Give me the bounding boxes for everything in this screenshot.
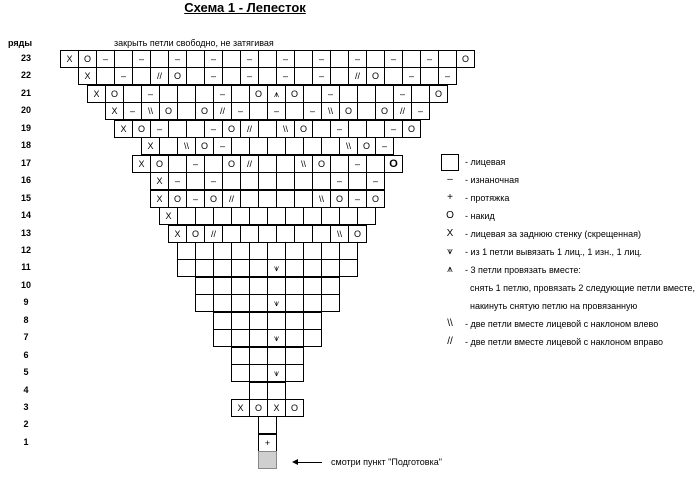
chart-cell — [330, 50, 349, 68]
chart-cell — [285, 207, 304, 225]
chart-cell — [213, 329, 232, 347]
chart-cell — [150, 50, 169, 68]
chart-cell — [294, 172, 313, 190]
row-number: 7 — [23, 332, 29, 343]
legend-text: снять 1 петлю, провязать 2 следующие петли вместе, — [470, 283, 696, 293]
row-number: 6 — [23, 349, 29, 360]
chart-cell: O — [285, 85, 304, 103]
chart-cell — [231, 364, 250, 382]
row-number: 14 — [20, 210, 31, 221]
chart-cell — [285, 312, 304, 330]
chart-cell — [195, 207, 214, 225]
chart-cell — [258, 50, 277, 68]
chart-cell: O — [195, 137, 214, 155]
chart-cell: X — [141, 137, 160, 155]
row-number: 12 — [20, 244, 31, 255]
chart-cell — [321, 207, 340, 225]
chart-cell: O — [222, 155, 241, 173]
chart-cell: – — [312, 50, 331, 68]
chart-cell — [249, 102, 268, 120]
chart-cell — [249, 329, 268, 347]
chart-cell — [222, 172, 241, 190]
row-number: 4 — [23, 384, 29, 395]
chart-cell: – — [402, 67, 421, 85]
chart-cell: O — [249, 85, 268, 103]
chart-cell: – — [267, 102, 286, 120]
chart-cell: \\ — [177, 137, 196, 155]
row-number: 13 — [20, 227, 31, 238]
chart-cell — [303, 277, 322, 295]
chart-cell: – — [168, 172, 187, 190]
arrow-line — [296, 462, 322, 463]
chart-cell: – — [330, 172, 349, 190]
chart-cell — [267, 312, 286, 330]
chart-cell: ⩛ — [267, 294, 286, 312]
row-number: 23 — [20, 53, 31, 63]
chart-cell — [258, 155, 277, 173]
chart-cell — [258, 67, 277, 85]
chart-cell: O — [105, 85, 124, 103]
chart-cell: // — [240, 120, 259, 138]
chart-cell — [321, 137, 340, 155]
chart-cell — [231, 85, 250, 103]
chart-cell: – — [132, 50, 151, 68]
chart-cell: O — [312, 155, 331, 173]
chart-cell — [213, 294, 232, 312]
chart-cell: O — [375, 102, 394, 120]
chart-cell — [294, 190, 313, 208]
chart-cell — [186, 67, 205, 85]
chart-cell — [258, 120, 277, 138]
chart-cell: – — [213, 137, 232, 155]
chart-cell — [213, 207, 232, 225]
chart-cell — [366, 120, 385, 138]
chart-cell — [330, 67, 349, 85]
row-number: 9 — [23, 297, 29, 308]
chart-cell — [213, 259, 232, 277]
chart-cell — [267, 347, 286, 365]
chart-cell — [249, 347, 268, 365]
chart-cell — [195, 259, 214, 277]
chart-cell — [177, 207, 196, 225]
chart-cell — [303, 85, 322, 103]
legend-symbol: \\ — [447, 318, 453, 329]
row-number: 20 — [20, 105, 31, 116]
chart-cell — [231, 137, 250, 155]
chart-cell: O — [348, 225, 367, 243]
chart-cell — [375, 85, 394, 103]
rows-column-header: ряды — [8, 38, 33, 48]
chart-cell — [357, 207, 376, 225]
chart-cell — [285, 347, 304, 365]
chart-cell — [312, 172, 331, 190]
row-number: 21 — [20, 87, 31, 98]
chart-cell: – — [384, 120, 403, 138]
chart-cell — [339, 259, 358, 277]
chart-title: Схема 1 - Лепесток — [184, 0, 306, 15]
chart-cell — [249, 382, 268, 400]
chart-cell — [159, 137, 178, 155]
chart-cell — [285, 102, 304, 120]
chart-cell: – — [348, 50, 367, 68]
chart-cell — [132, 67, 151, 85]
chart-cell — [285, 242, 304, 260]
legend-text: - протяжка — [465, 193, 510, 203]
chart-cell — [303, 312, 322, 330]
chart-cell — [294, 50, 313, 68]
chart-cell — [96, 67, 115, 85]
chart-cell — [285, 259, 304, 277]
chart-cell: – — [96, 50, 115, 68]
chart-cell: – — [303, 102, 322, 120]
chart-cell: O — [159, 102, 178, 120]
legend-text: накинуть снятую петлю на провязанную — [470, 301, 638, 311]
chart-cell — [213, 312, 232, 330]
chart-cell — [258, 172, 277, 190]
chart-cell — [159, 85, 178, 103]
chart-cell — [321, 259, 340, 277]
legend-text: - две петли вместе лицевой с наклоном влево — [465, 319, 659, 329]
chart-cell — [249, 312, 268, 330]
chart-cell — [357, 85, 376, 103]
chart-cell — [312, 120, 331, 138]
legend-text: - из 1 петли вывязать 1 лиц., 1 изн., 1 лиц. — [465, 247, 643, 257]
chart-cell: X — [87, 85, 106, 103]
chart-cell — [321, 242, 340, 260]
chart-cell: O — [285, 399, 304, 417]
chart-cell — [303, 137, 322, 155]
chart-cell: – — [168, 50, 187, 68]
chart-cell: // — [150, 67, 169, 85]
legend-symbol: X — [446, 228, 454, 239]
chart-cell — [240, 190, 259, 208]
chart-cell — [222, 50, 241, 68]
chart-cell: – — [348, 155, 367, 173]
chart-cell — [339, 85, 358, 103]
chart-cell: // — [213, 102, 232, 120]
legend-symbol: ⩚ — [447, 264, 453, 275]
chart-cell: – — [204, 50, 223, 68]
chart-cell: X — [114, 120, 133, 138]
chart-cell — [177, 242, 196, 260]
chart-cell — [285, 364, 304, 382]
knit-stitch-legend-box — [441, 154, 459, 171]
row-number: 8 — [23, 314, 29, 325]
row-number: 3 — [23, 402, 29, 412]
chart-cell: \\ — [339, 137, 358, 155]
chart-cell — [195, 242, 214, 260]
chart-cell — [348, 172, 367, 190]
legend-symbol: // — [447, 336, 453, 347]
chart-cell — [321, 294, 340, 312]
chart-cell: O — [456, 50, 475, 68]
chart-cell: – — [312, 67, 331, 85]
chart-cell: O — [402, 120, 421, 138]
legend-text: - лицевая за заднюю стенку (скрещенная) — [465, 229, 641, 239]
chart-cell — [303, 242, 322, 260]
chart-cell — [366, 155, 385, 173]
chart-cell: – — [420, 50, 439, 68]
chart-cell: – — [321, 85, 340, 103]
bind-off-note: закрыть петли свободно, не затягивая — [114, 38, 274, 48]
row-number: 18 — [20, 140, 31, 151]
chart-cell — [240, 225, 259, 243]
chart-cell — [438, 50, 457, 68]
chart-cell — [411, 85, 430, 103]
chart-cell — [339, 207, 358, 225]
chart-cell — [231, 312, 250, 330]
chart-cell: O — [339, 102, 358, 120]
row-number: 22 — [20, 70, 31, 81]
chart-cell — [195, 85, 214, 103]
chart-cell: – — [204, 120, 223, 138]
legend-symbol: – — [447, 174, 453, 185]
chart-cell: – — [123, 102, 142, 120]
chart-cell — [303, 294, 322, 312]
chart-cell: X — [60, 50, 79, 68]
chart-cell: O — [366, 67, 385, 85]
chart-cell — [168, 155, 187, 173]
chart-cell: O — [195, 102, 214, 120]
legend-text: - накид — [465, 211, 495, 221]
chart-cell — [177, 259, 196, 277]
chart-cell: – — [393, 85, 412, 103]
chart-cell: – — [213, 85, 232, 103]
chart-cell — [258, 225, 277, 243]
chart-cell: O — [150, 155, 169, 173]
chart-cell: – — [411, 102, 430, 120]
chart-cell — [177, 102, 196, 120]
chart-cell — [186, 172, 205, 190]
chart-cell: X — [78, 67, 97, 85]
chart-cell — [186, 120, 205, 138]
chart-cell: – — [348, 190, 367, 208]
chart-cell: – — [204, 172, 223, 190]
chart-cell: ⩚ — [267, 85, 286, 103]
chart-cell: – — [114, 67, 133, 85]
chart-cell: X — [231, 399, 250, 417]
chart-cell — [249, 294, 268, 312]
chart-cell: X — [267, 399, 286, 417]
chart-cell — [303, 329, 322, 347]
chart-cell — [258, 190, 277, 208]
chart-cell: ⩛ — [267, 364, 286, 382]
chart-cell — [231, 259, 250, 277]
chart-cell — [114, 50, 133, 68]
chart-cell: O — [78, 50, 97, 68]
chart-cell — [312, 225, 331, 243]
chart-cell — [366, 50, 385, 68]
chart-cell — [231, 294, 250, 312]
chart-cell: \\ — [330, 225, 349, 243]
chart-cell: O — [204, 190, 223, 208]
chart-cell — [186, 50, 205, 68]
chart-cell — [303, 259, 322, 277]
chart-cell: \\ — [294, 155, 313, 173]
chart-cell: – — [150, 120, 169, 138]
chart-cell — [213, 277, 232, 295]
chart-cell: O — [222, 120, 241, 138]
row-number: 5 — [23, 367, 29, 378]
chart-cell — [285, 329, 304, 347]
chart-cell: ⩛ — [267, 259, 286, 277]
chart-cell: – — [240, 50, 259, 68]
row-number: 17 — [20, 157, 31, 168]
chart-cell — [249, 364, 268, 382]
chart-cell: O — [384, 155, 403, 173]
chart-cell — [249, 277, 268, 295]
chart-cell: O — [186, 225, 205, 243]
chart-cell — [249, 137, 268, 155]
chart-cell — [384, 67, 403, 85]
chart-cell — [177, 85, 196, 103]
chart-cell — [231, 277, 250, 295]
chart-cell: O — [294, 120, 313, 138]
chart-cell — [285, 277, 304, 295]
chart-cell: – — [204, 67, 223, 85]
chart-cell: \\ — [321, 102, 340, 120]
chart-cell — [276, 172, 295, 190]
chart-cell: \\ — [312, 190, 331, 208]
row-number: 15 — [20, 192, 31, 203]
row-number: 2 — [23, 419, 29, 430]
chart-cell: – — [276, 50, 295, 68]
row-number: 19 — [20, 122, 31, 133]
chart-cell: X — [168, 225, 187, 243]
chart-cell: X — [150, 172, 169, 190]
chart-cell — [285, 137, 304, 155]
chart-cell: \\ — [276, 120, 295, 138]
chart-cell: X — [159, 207, 178, 225]
chart-cell — [249, 207, 268, 225]
chart-cell — [294, 67, 313, 85]
chart-cell — [420, 67, 439, 85]
chart-cell — [231, 207, 250, 225]
chart-cell: – — [186, 190, 205, 208]
chart-cell: \\ — [141, 102, 160, 120]
chart-cell: – — [330, 120, 349, 138]
chart-cell — [267, 382, 286, 400]
chart-cell: – — [141, 85, 160, 103]
legend-symbol: ⩛ — [447, 246, 453, 257]
legend-symbol: + — [447, 192, 453, 203]
chart-cell: – — [240, 67, 259, 85]
chart-cell: O — [168, 67, 187, 85]
chart-cell — [276, 155, 295, 173]
legend-text: - изнаночная — [465, 175, 519, 185]
row-number: 11 — [21, 262, 31, 273]
chart-cell — [339, 242, 358, 260]
chart-cell: X — [105, 102, 124, 120]
chart-cell — [267, 207, 286, 225]
chart-cell — [357, 102, 376, 120]
row-number: 1 — [23, 436, 29, 447]
chart-cell — [204, 155, 223, 173]
chart-cell: – — [276, 67, 295, 85]
chart-cell: O — [357, 137, 376, 155]
chart-cell — [267, 137, 286, 155]
chart-cell: // — [348, 67, 367, 85]
chart-cell — [240, 172, 259, 190]
chart-cell — [123, 85, 142, 103]
chart-cell — [303, 207, 322, 225]
chart-cell: // — [204, 225, 223, 243]
chart-cell — [294, 225, 313, 243]
chart-cell — [213, 242, 232, 260]
chart-cell: O — [366, 190, 385, 208]
chart-cell — [249, 242, 268, 260]
chart-cell: // — [222, 190, 241, 208]
chart-cell: – — [366, 172, 385, 190]
row-number: 16 — [20, 175, 31, 186]
chart-cell: – — [438, 67, 457, 85]
legend-symbol: O — [446, 210, 454, 221]
chart-cell: // — [240, 155, 259, 173]
chart-cell: O — [132, 120, 151, 138]
chart-cell — [168, 120, 187, 138]
chart-cell — [267, 277, 286, 295]
chart-cell — [222, 225, 241, 243]
chart-cell: ⩛ — [267, 329, 286, 347]
chart-cell — [222, 67, 241, 85]
chart-cell — [258, 416, 277, 434]
chart-cell: X — [132, 155, 151, 173]
chart-cell — [249, 259, 268, 277]
chart-cell: O — [249, 399, 268, 417]
chart-cell — [231, 242, 250, 260]
chart-cell — [330, 155, 349, 173]
chart-cell — [231, 329, 250, 347]
chart-cell — [195, 294, 214, 312]
chart-cell — [267, 242, 286, 260]
chart-cell: // — [393, 102, 412, 120]
chart-cell: O — [168, 190, 187, 208]
start-stitch-cell — [258, 451, 277, 469]
chart-cell: – — [384, 50, 403, 68]
chart-cell — [276, 225, 295, 243]
chart-cell — [285, 294, 304, 312]
chart-cell: X — [150, 190, 169, 208]
row-number: 10 — [20, 279, 31, 290]
chart-cell — [348, 120, 367, 138]
chart-cell: – — [375, 137, 394, 155]
chart-cell — [195, 277, 214, 295]
chart-cell — [276, 190, 295, 208]
legend-text: - 3 петли провязать вместе: — [465, 265, 581, 275]
legend-text: - две петли вместе лицевой с наклоном вправо — [465, 337, 664, 347]
chart-cell: – — [231, 102, 250, 120]
chart-cell — [231, 347, 250, 365]
preparation-note: смотри пункт "Подготовка" — [331, 457, 442, 467]
chart-cell — [321, 277, 340, 295]
chart-cell: O — [330, 190, 349, 208]
chart-cell: + — [258, 434, 277, 452]
chart-cell — [402, 50, 421, 68]
legend-text: - лицевая — [465, 157, 506, 167]
chart-cell: – — [186, 155, 205, 173]
chart-cell: O — [429, 85, 448, 103]
